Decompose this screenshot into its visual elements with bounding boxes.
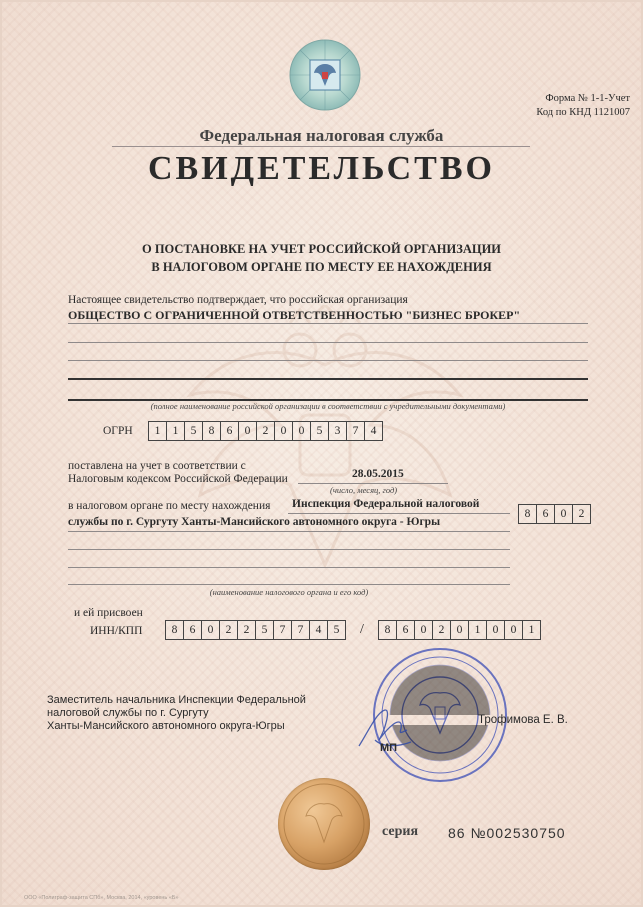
ogrn-digit: 8 [202, 421, 221, 441]
tax-office-name-2: службы по г. Сургуту Ханты-Мансийского автономного округа - Югры [68, 516, 441, 528]
org-caption: (полное наименование российской организации в соответствии с учредительными документами) [150, 401, 506, 411]
printer-footer: ООО «Полиграф-защита СПб», Москва, 2014, «уровень «Б» [24, 895, 179, 901]
org-underline-2 [68, 342, 588, 343]
ogrn-digit: 0 [238, 421, 257, 441]
tax-office-code-digit: 2 [572, 504, 591, 524]
position-line-3: Ханты-Мансийского автономного округа-Югры [47, 720, 285, 732]
kpp-digit: 2 [432, 620, 451, 640]
registered-line-1: поставлена на учет в соответствии с [68, 460, 246, 472]
kpp-digit: 8 [378, 620, 397, 640]
org-underline-4 [68, 378, 588, 380]
kpp-digit: 0 [504, 620, 523, 640]
inn-boxes [165, 620, 345, 640]
organization-name: ОБЩЕСТВО С ОГРАНИЧЕННОЙ ОТВЕТСТВЕННОСТЬЮ "БИЗНЕС БРОКЕР" [68, 308, 521, 322]
serial-label: серия [382, 824, 419, 839]
date-caption: (число, месяц, год) [330, 485, 398, 495]
ogrn-digit: 0 [274, 421, 293, 441]
ogrn-digit: 5 [310, 421, 329, 441]
tax-office-underline-3 [68, 549, 510, 550]
tax-office-underline-1 [288, 513, 510, 514]
knd-code: Код по КНД 1121007 [536, 107, 630, 118]
inn-digit: 7 [273, 620, 292, 640]
agency-name: Федеральная налоговая служба [199, 126, 444, 145]
inn-digit: 8 [165, 620, 184, 640]
tax-office-code-digit: 8 [518, 504, 537, 524]
tax-office-code-digit: 0 [554, 504, 573, 524]
position-line-1: Заместитель начальника Инспекции Федеральной [47, 694, 306, 706]
tax-office-prefix: в налоговом органе по месту нахождения [68, 500, 271, 512]
ogrn-digit: 4 [364, 421, 383, 441]
serial-number: 86 №002530750 [448, 825, 566, 841]
position-line-2: налоговой службы по г. Сургуту [47, 707, 209, 719]
registration-date: 28.05.2015 [352, 468, 404, 480]
inn-digit: 7 [291, 620, 310, 640]
inn-digit: 6 [183, 620, 202, 640]
certificate-subtitle [0, 240, 643, 276]
tax-office-underline-2 [68, 531, 510, 532]
signatory-position [47, 694, 306, 733]
ogrn-boxes [148, 421, 382, 441]
tax-office-underline-4 [68, 567, 510, 568]
kpp-digit: 1 [522, 620, 541, 640]
kpp-digit: 0 [450, 620, 469, 640]
subtitle-line-1: О ПОСТАНОВКЕ НА УЧЕТ РОССИЙСКОЙ ОРГАНИЗАЦИИ [141, 242, 502, 256]
ogrn-digit: 7 [346, 421, 365, 441]
signatory-name: Трофимова Е. В. [478, 714, 568, 726]
subtitle-line-2: В НАЛОГОВОМ ОРГАНЕ ПО МЕСТУ ЕЕ НАХОЖДЕНИЯ [151, 260, 492, 274]
ogrn-digit: 3 [328, 421, 347, 441]
inn-digit: 4 [309, 620, 328, 640]
form-number: Форма № 1-1-Учет [545, 93, 630, 104]
tax-office-code-boxes [518, 504, 590, 524]
inn-kpp-separator: / [360, 622, 364, 637]
kpp-digit: 1 [468, 620, 487, 640]
coat-of-arms-watermark-icon [170, 305, 480, 605]
hologram-emblem-icon [288, 38, 362, 112]
header-divider [112, 146, 530, 147]
kpp-digit: 6 [396, 620, 415, 640]
tax-office-name-1: Инспекция Федеральной налоговой [292, 498, 480, 510]
ogrn-label: ОГРН [103, 425, 133, 437]
kpp-digit: 0 [414, 620, 433, 640]
date-underline [298, 483, 448, 484]
intro-text: Настоящее свидетельство подтверждает, что российская организация [68, 294, 408, 306]
tax-office-code-digit: 6 [536, 504, 555, 524]
ogrn-digit: 6 [220, 421, 239, 441]
tax-office-caption: (наименование налогового органа и его код) [209, 587, 369, 597]
certificate-title: СВИДЕТЕЛЬСТВО [148, 150, 495, 187]
ogrn-digit: 5 [184, 421, 203, 441]
inn-digit: 2 [237, 620, 256, 640]
stamp-place-mp: МП [380, 742, 398, 754]
registered-line-2: Налоговым кодексом Российской Федерации [68, 473, 288, 485]
ogrn-digit: 1 [166, 421, 185, 441]
inn-digit: 5 [327, 620, 346, 640]
inn-digit: 2 [219, 620, 238, 640]
org-underline-1 [68, 323, 588, 324]
org-underline-3 [68, 360, 588, 361]
ogrn-digit: 1 [148, 421, 167, 441]
tax-office-underline-5 [68, 584, 510, 585]
kpp-boxes [378, 620, 540, 640]
gold-seal-icon [278, 778, 370, 870]
inn-kpp-label: ИНН/КПП [90, 625, 143, 637]
kpp-digit: 0 [486, 620, 505, 640]
ogrn-digit: 0 [292, 421, 311, 441]
inn-digit: 5 [255, 620, 274, 640]
ogrn-digit: 2 [256, 421, 275, 441]
form-info [470, 92, 630, 120]
assigned-text: и ей присвоен [74, 607, 143, 619]
inn-digit: 0 [201, 620, 220, 640]
